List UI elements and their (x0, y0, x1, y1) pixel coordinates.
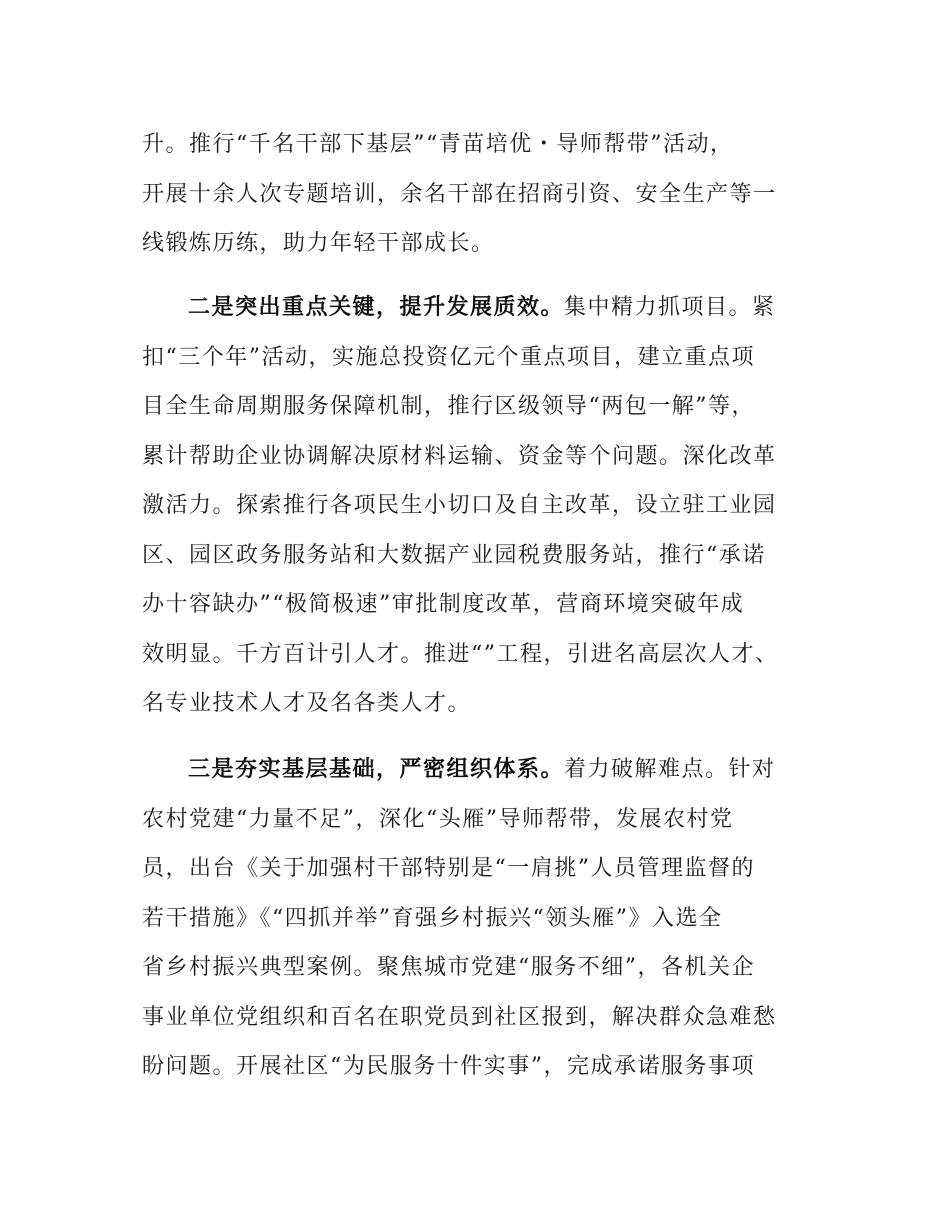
text-line: 开展十余人次专题培训，余名干部在招商引资、安全生产等一 (142, 182, 777, 207)
text-line: 盼问题。开展社区“为民服务十件实事”，完成承诺服务事项 (142, 1054, 755, 1079)
text-line: 办十容缺办”“极简极速”审批制度改革，营商环境突破年成 (142, 592, 745, 617)
text-line: 升。推行“千名干部下基层”“青苗培优・导师帮带”活动， (142, 132, 734, 157)
text-line: 员，出台《关于加强村干部特别是“一肩挑”人员管理监督的 (142, 856, 755, 881)
text-line: 线锻炼历练，助力年轻干部成长。 (142, 231, 495, 256)
text-line: 扣“三个年”活动，实施总投资亿元个重点项目，建立重点项 (142, 345, 755, 370)
text-line: 激活力。探索推行各项民生小切口及自主改革，设立驻工业园 (142, 493, 777, 518)
text-line: 效明显。千方百计引人才。推进“”工程，引进名高层次人才、 (142, 642, 779, 667)
text-line: 区、园区政务服务站和大数据产业园税费服务站，推行“承诺 (142, 543, 766, 568)
text-line: 农村党建“力量不足”，深化“头雁”导师帮带，发展农村党 (142, 807, 734, 832)
text-line: 事业单位党组织和百名在职党员到社区报到，解决群众急难愁 (142, 1005, 777, 1030)
text-line: 若干措施》《“四抓并举”育强乡村振兴“领头雁”》入选全 (142, 906, 723, 931)
text-line: 目全生命周期服务保障机制，推行区级领导“两包一解”等， (142, 394, 755, 419)
text-line: 省乡村振兴典型案例。聚焦城市党建“服务不细”，各机关企 (142, 955, 755, 980)
paragraph-lead-heading: 三是夯实基层基础，严密组织体系。 (188, 757, 565, 782)
text-line: 累计帮助企业协调解决原材料运输、资金等个问题。深化改革 (142, 444, 777, 469)
text-line: 名专业技术人才及名各类人才。 (142, 691, 472, 716)
paragraph-first-line-text: 集中精力抓项目。紧 (564, 295, 776, 320)
paragraph-first-line (188, 756, 776, 784)
paragraph-first-line (188, 294, 776, 322)
paragraph-first-line-text: 着力破解难点。针对 (564, 757, 776, 782)
paragraph-lead-heading: 二是突出重点关键，提升发展质效。 (188, 295, 565, 320)
